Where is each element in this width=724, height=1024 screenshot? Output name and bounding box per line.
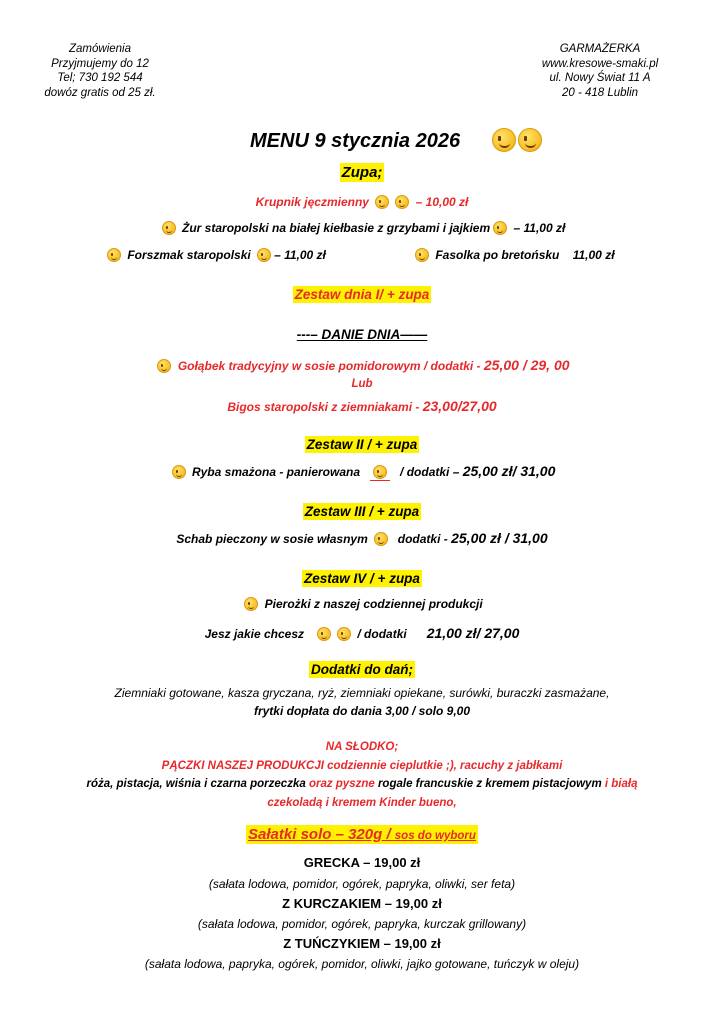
slodko-text: rogale francuskie z kremem pistacjowym [374,778,605,790]
zestaw2-price: 25,00 zł/ 31,00 [462,463,556,479]
zestaw2-name: Ryba smażona - panierowana [191,465,361,479]
dodatki-heading-row [0,661,724,679]
soup-item [104,248,326,262]
header-left-line: Tel; 730 192 544 [57,72,143,84]
soup-price: – 11,00 zł [513,221,566,235]
slodko-line: PĄCZKI NASZEJ PRODUKCJI codziennie cieplutkie ;), racuchy z jabłkami [161,760,563,772]
wink-emoji-icon [518,128,542,152]
zestaw3-price: 25,00 zł / 31,00 [451,530,548,546]
menu-title: MENU 9 stycznia 2026 [250,130,461,152]
soup-price: – 11,00 zł [274,248,326,262]
slodko-line: czekoladą i kremem Kinder bueno, [267,797,457,809]
salatki-sos: sos do wyboru [394,830,476,842]
zestaw4-item [0,597,724,611]
danie-price: 23,00/27,00 [422,398,497,414]
menu-title-row [250,128,543,153]
wink-emoji-icon [373,465,387,479]
zestaw2-extra: / dodatki – [400,465,463,479]
zestaw1-heading: Zestaw dnia I/ + zupa [294,287,430,302]
soup-heading-row [0,164,724,182]
slodko-text: oraz pyszne [308,778,375,790]
soup-name: Fasolka po bretońsku [435,248,560,262]
zestaw3-item [0,530,724,546]
wink-emoji-icon [157,359,171,373]
soup-item [0,195,724,209]
soup-name: Żur staropolski na białej kiełbasie z grzybami i jajkiem [182,221,491,235]
salad-name: Z TUŃCZYKIEM – 19,00 zł [283,936,441,951]
soup-price: 11,00 zł [572,248,615,262]
slodko-text: i białą [604,778,638,790]
zestaw4-line1: Pierożki z naszej codziennej produkcji [264,597,483,611]
zestaw2-heading: Zestaw II / + zupa [306,437,418,452]
wink-emoji-icon [244,597,258,611]
wink-emoji-icon [375,195,389,209]
wink-emoji-icon [107,248,121,262]
salatki-heading-row [0,826,724,844]
zestaw4-heading: Zestaw IV / + zupa [304,571,420,586]
soup-price: – 10,00 zł [415,195,469,209]
danie-heading: ---– DANIE DNIA—— [296,327,428,342]
header-left [20,42,180,100]
danie-name: Bigos staropolski z ziemniakami - [227,400,423,414]
danie-item [0,357,724,373]
zestaw4-name: Jesz jakie chcesz [204,627,305,641]
zestaw4-price: 21,00 zł/ 27,00 [426,625,520,641]
zestaw1-heading-row [0,286,724,304]
dodatki-heading: Dodatki do dań; [311,662,413,677]
slodko-heading: NA SŁODKO; [325,741,399,753]
soup-item [0,221,724,235]
salad-name: GRECKA – 19,00 zł [303,855,421,870]
wink-emoji-icon [492,128,516,152]
zestaw3-heading-row [0,503,724,521]
header-right-line: GARMAŻERKA [559,43,641,55]
slodko-line [0,778,724,790]
zestaw4-heading-row [0,570,724,588]
salad-desc: (sałata lodowa, pomidor, ogórek, papryka, kurczak grillowany) [197,917,527,931]
danie-item [0,398,724,414]
soup-name: Forszmak staropolski [127,248,251,262]
salad-name: Z KURCZAKIEM – 19,00 zł [282,896,442,911]
zestaw4-extra: / dodatki [357,627,407,641]
wink-emoji-icon [172,465,186,479]
dodatki-line: Ziemniaki gotowane, kasza gryczana, ryż, ziemniaki opiekane, surówki, buraczki zasmażane, [114,686,610,700]
salatki-heading [246,825,478,844]
lub-text: Lub [351,378,373,390]
header-left-line: dowóz gratis od 25 zł. [44,86,156,99]
salatki-title: Sałatki solo – 320g / [248,826,395,843]
wink-emoji-icon [415,248,429,262]
zestaw2-heading-row [0,436,724,454]
danie-name: Gołąbek tradycyjny w sosie pomidorowym / dodatki - [177,359,484,373]
header-right [520,42,680,100]
soup-heading: Zupa; [341,164,383,181]
header-right-line: ul. Nowy Świat 11 A [549,72,651,84]
wink-emoji-icon [317,627,331,641]
header-left-line: Zamówienia [69,43,131,55]
zestaw4-item [0,625,724,641]
dodatki-line: frytki dopłata do dania 3,00 / solo 9,00 [253,704,471,718]
wink-emoji-icon [337,627,351,641]
wink-emoji-icon [257,248,271,262]
danie-heading-row [0,326,724,344]
zestaw2-item [0,463,724,481]
soup-name: Krupnik jęczmienny [255,195,369,209]
wink-emoji-icon [162,221,176,235]
wink-emoji-icon [493,221,507,235]
zestaw3-name: Schab pieczony w sosie własnym [176,532,368,546]
header-right-line: www.kresowe-smaki.pl [541,57,659,70]
header-left-line: Przyjmujemy do 12 [51,57,149,70]
zestaw3-heading: Zestaw III / + zupa [304,504,420,519]
zestaw3-extra: dodatki - [397,532,452,546]
soup-item [412,248,615,262]
slodko-text: róża, pistacja, wiśnia i czarna porzeczka [86,778,309,790]
salad-desc: (sałata lodowa, papryka, ogórek, pomidor, oliwki, jajko gotowane, tuńczyk w oleju) [144,957,580,971]
header-right-line: 20 - 418 Lublin [561,86,639,99]
danie-price: 25,00 / 29, 00 [483,357,570,373]
salad-desc: (sałata lodowa, pomidor, ogórek, papryka, oliwki, ser feta) [208,877,516,891]
wink-emoji-icon [395,195,409,209]
wink-emoji-icon [374,532,388,546]
